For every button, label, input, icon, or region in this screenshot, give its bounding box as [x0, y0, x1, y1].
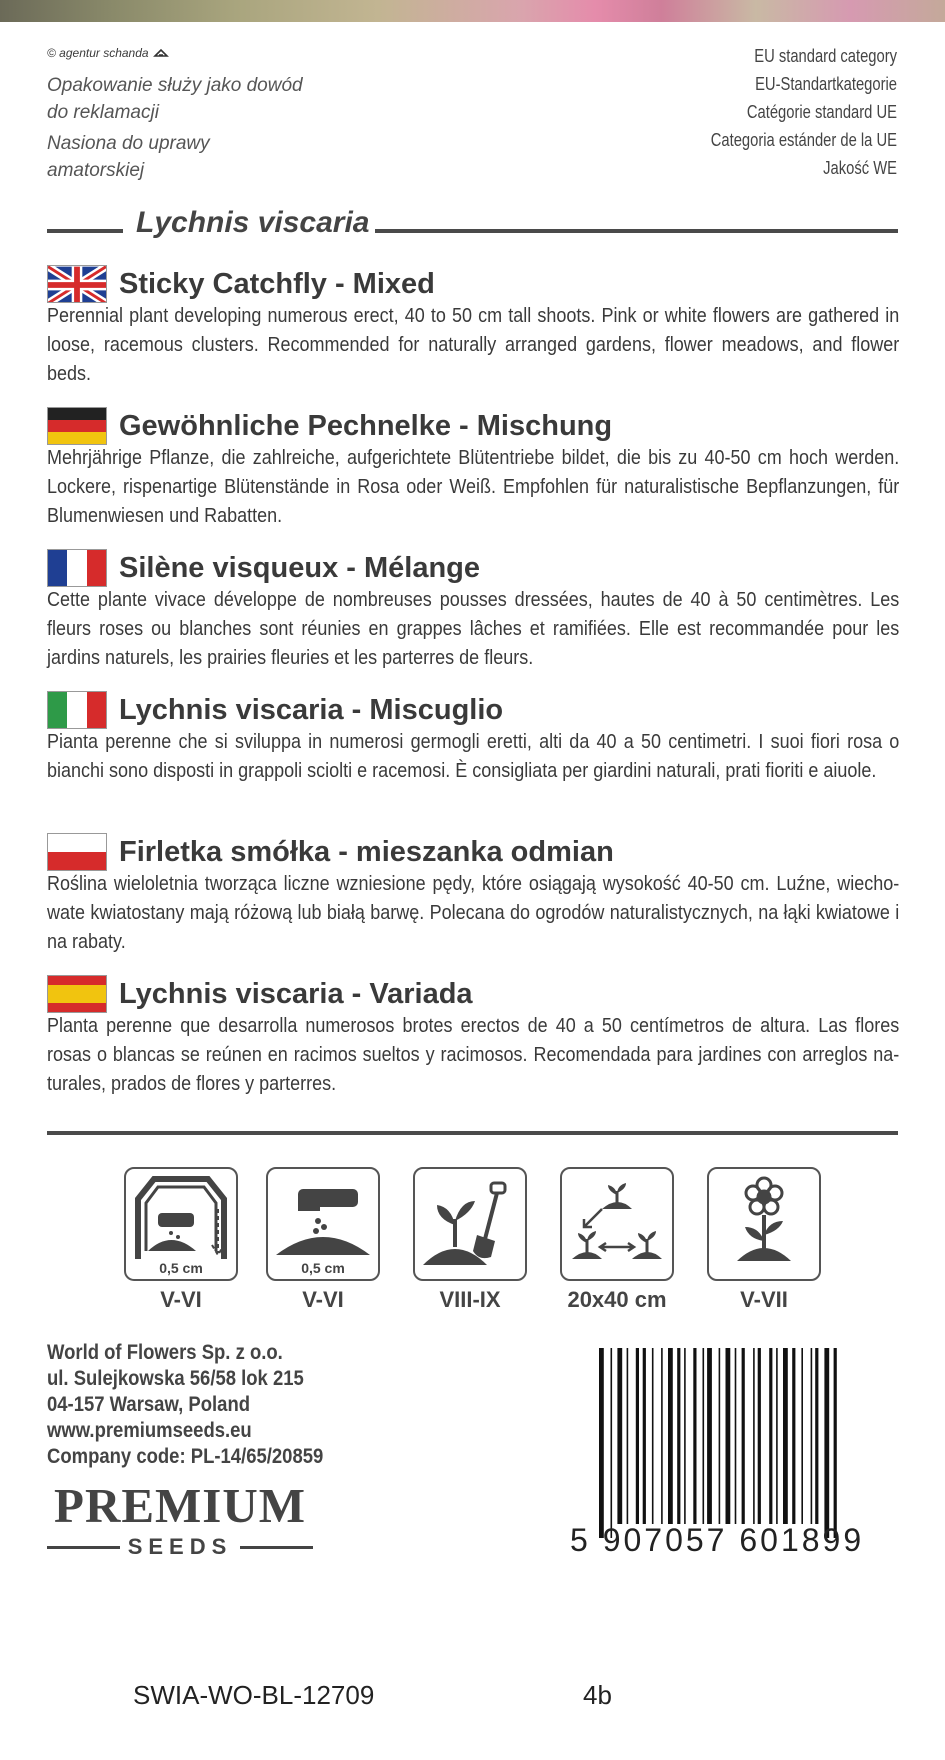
barcode-bar [792, 1348, 795, 1524]
barcode-bar [776, 1348, 778, 1524]
lang-block-it [47, 688, 899, 786]
outdoor-sowing-icon [266, 1167, 380, 1281]
lang-title-pl: Firletka smółka - mieszanka odmian [119, 835, 614, 868]
latin-name: Lychnis viscaria [136, 206, 370, 239]
eu-category-de: EU-Standartkategorie [755, 74, 897, 94]
eu-category-pl: Jakość WE [823, 158, 897, 178]
france-flag-icon [47, 549, 107, 587]
lang-block-fr [47, 546, 899, 673]
brand-seeds: SEEDS [127, 1534, 233, 1559]
lang-text-it: Pianta perenne che si sviluppa in numerosi germogli eretti, alti da 40 a 50 centimetri. I suoi fiori rosa o bianchi sono disposti in grappoli sciolti e racemosi. È consigliata per giardini naturali, prati fioriti e aiuole. [47, 731, 900, 782]
icon-label-sowing-greenhouse: V-VI [160, 1287, 202, 1312]
barcode-bar [668, 1348, 673, 1524]
icon-label-flowering: V-VII [740, 1287, 788, 1312]
lang-text-en: Perennial plant developing numerous erect, 40 to 50 cm tall shoots. Pink or white flowers are gathered in loose, racemous clusters. Recommended for naturally arranged gardens, flower meadows, and flower beds. [47, 305, 900, 385]
greenhouse-sowing-icon [124, 1167, 238, 1281]
barcode-bar [707, 1348, 712, 1524]
title-rule-right [375, 229, 898, 233]
spain-flag-icon [47, 975, 107, 1013]
lang-title-en: Sticky Catchfly - Mixed [119, 267, 435, 300]
lang-text-fr: Cette plante vivace développe de nombreuses pousses dressées, hautes de 40 à 50 centimètres. Les fleurs roses ou blanches sont réunies en grappes lâches et ramifiées. Elle est recommandée pour les jardins naturels, les prairies fleuries et les parterres de fleurs. [47, 589, 900, 669]
barcode-bar [703, 1348, 705, 1524]
spacing-icon [560, 1167, 674, 1281]
uk-flag-icon [47, 265, 107, 303]
brand-premium: PREMIUM [54, 1478, 306, 1533]
depth-text: 0,5 cm [301, 1260, 345, 1276]
icon-label-sowing-outdoor: V-VI [302, 1287, 344, 1312]
barcode-bar [769, 1348, 772, 1524]
barcode-bar [652, 1348, 654, 1524]
copyright [47, 46, 169, 60]
barcode-bar [726, 1348, 731, 1524]
transplanting-icon [413, 1167, 527, 1281]
barcode-bar [824, 1348, 829, 1538]
copyright-text: © agentur schanda [47, 46, 149, 60]
lang-block-en [47, 262, 899, 389]
lang-block-de [47, 404, 899, 531]
poland-flag-icon [47, 833, 107, 871]
barcode-bar [643, 1348, 646, 1524]
company-info [47, 1340, 323, 1470]
barcode [595, 1348, 895, 1538]
italy-flag-icon [47, 691, 107, 729]
lang-text-es: Planta perenne que desarrolla numerosos brotes erectos de 40 a 50 centímetros de altura. Las flores rosas o blancas se reúnen en racimos sueltos y racimosos. Recomendada para jardines con arreglos na-turales, prados de flores y parterres. [47, 1015, 900, 1095]
title-rule-left [47, 229, 123, 233]
barcode-bar [742, 1348, 745, 1524]
brand-logo [47, 1480, 313, 1560]
barcode-bar [636, 1348, 639, 1524]
barcode-bar [693, 1348, 696, 1524]
barcode-bar [627, 1348, 629, 1524]
cultivation-icons [124, 1167, 824, 1327]
lang-block-pl [47, 830, 899, 957]
eu-category-en: EU standard category [754, 46, 897, 66]
barcode-bar [735, 1348, 737, 1524]
complaint-note: Opakowanie służy jako dowód do reklamacji [47, 75, 303, 123]
eu-category-fr: Catégorie standard UE [746, 102, 897, 122]
barcode-bar [719, 1348, 721, 1524]
eu-categories [569, 42, 897, 182]
eu-category-es: Categoria estánder de la UE [710, 130, 897, 150]
barcode-bar [599, 1348, 604, 1538]
barcode-bar [617, 1348, 622, 1524]
barcode-bar [753, 1348, 755, 1524]
barcode-bar [783, 1348, 788, 1524]
barcode-bar [661, 1348, 663, 1524]
lang-text-pl: Roślina wieloletnia tworząca liczne wzniesione pędy, które osiągają wysokość 40-50 cm. Luźne, wiecho-wate kwiatostany mają różową lub białą barwę. Polecana do ogrodów naturalistycznych, na łąki kwiatowe i na rabaty. [47, 873, 900, 953]
lang-title-es: Lychnis viscaria - Variada [119, 977, 473, 1010]
section-divider [47, 1131, 898, 1135]
barcode-bar [834, 1348, 837, 1538]
lang-text-de: Mehrjährige Pflanze, die zahlreiche, aufgerichtete Blütentriebe bildet, die bis zu 40-50 cm hoch werden. Lockere, rispenartige Blütenstände in Rosa oder Weiß. Empfohlen für naturalistische Bepflanzungen, für Blumenwiesen und Rabatten. [47, 447, 900, 527]
lang-title-de: Gewöhnliche Pechnelke - Mischung [119, 409, 613, 442]
barcode-bar [815, 1348, 818, 1524]
page-number: 4b [583, 1680, 612, 1710]
barcode-bar [801, 1348, 803, 1524]
lang-title-fr: Silène visqueux - Mélange [119, 551, 480, 584]
barcode-digits: 5 907057 601899 [570, 1522, 865, 1558]
barcode-bar [758, 1348, 761, 1524]
company-code: Company code: PL-14/65/20859 [47, 1445, 324, 1468]
icon-label-spacing: 20x40 cm [567, 1287, 667, 1312]
product-code: SWIA-WO-BL-12709 [133, 1680, 375, 1710]
company-web[interactable]: www.premiumseeds.eu [47, 1419, 252, 1442]
barcode-bar [684, 1348, 686, 1524]
company-name: World of Flowers Sp. z o.o. [47, 1341, 283, 1364]
agency-logo-icon [153, 48, 169, 58]
barcode-bar [611, 1348, 613, 1538]
lang-block-es [47, 972, 899, 1099]
company-street: ul. Sulejkowska 56/58 lok 215 [47, 1367, 304, 1390]
icon-label-transplanting: VIII-IX [439, 1287, 501, 1312]
header-photo-strip [0, 0, 945, 22]
germany-flag-icon [47, 407, 107, 445]
flowering-icon [707, 1167, 821, 1281]
depth-text: 0,5 cm [159, 1260, 203, 1276]
lang-title-it: Lychnis viscaria - Miscuglio [119, 693, 504, 726]
barcode-bar [811, 1348, 813, 1524]
barcode-bar [677, 1348, 680, 1524]
company-city: 04-157 Warsaw, Poland [47, 1393, 251, 1416]
amateur-note: Nasiona do uprawy amatorskiej [47, 133, 210, 181]
